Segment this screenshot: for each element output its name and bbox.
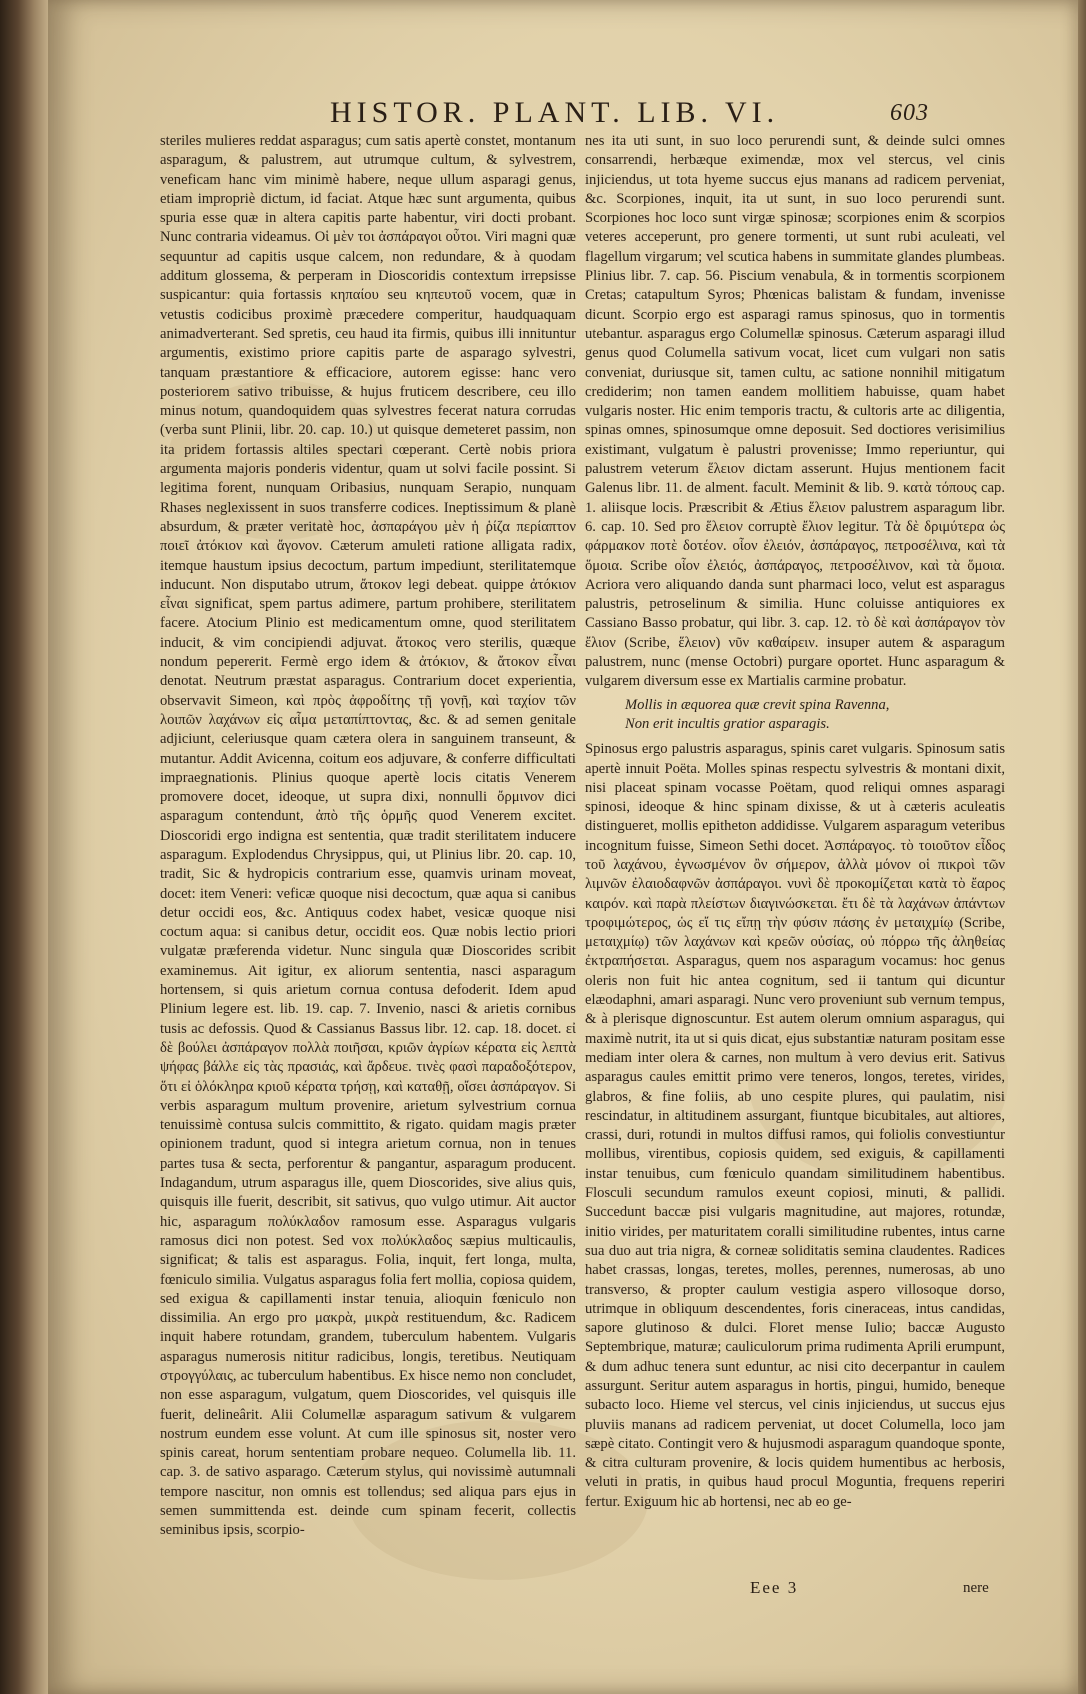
running-title: HISTOR. PLANT. LIB. VI. (330, 96, 780, 129)
left-column (160, 132, 576, 1572)
right-column (585, 132, 1005, 1572)
verse-line-2: Non erit incultis gratior asparagis. (625, 715, 830, 732)
catchword: nere (963, 1580, 989, 1596)
right-column-text-continued: Spinosus ergo palustris asparagus, spinis caret vulgaris. Spinosum satis apertè innuit Poëta. Molles spinas respectu sylvestris & montani dixit, nisi placeat spinam vocasse Poëtam, quod reliqui omnes asparagi spinosi, ideoque & hinc spinam dixisse, & ut à cæteris aculeatis distingueret, mollis epitheton addidisse. Vulgarem asparagum veteribus incognitum fuisse, Simeon Sethi docet. Ἀσπάραγος. τὸ τοιοῦτον εἶδος τοῦ λαχάνου, ἐγνωσμένον ὂν σήμερον, ἀλλὰ μόνον οἱ πικροὶ τῶν λιμνῶν ἐλαιοδαφνῶν ἀσπάραγοι. νυνὶ δὲ προκομίζεται κατὰ τὸ ἔαρος καιρόν. καὶ παρὰ πλείστων διαγινώσκεται. ἔτι δὲ τὰ λαχάνων ἁπάντων τροφιμώτερος, ὡς εἴ τις εἴπῃ τὴν φύσιν πάσης ἐν μεταιχμίῳ (Scribe, μεταιχμίῳ) τῶν λαχάνων καὶ κρεῶν οὐσίας, οὐ πόρρω τῆς ἀληθείας ἐκτραπήσεται. Asparagus, quem nos asparagum vocamus: hoc genus oleris non fuit hic antea cognitum, sed ii tantum qui dicuntur elæodaphni, amari asparagi. Nunc vero proveniunt sub vernum tempus, & à plerisque dignoscuntur. Est autem olerum omnium asparagus, qui maximè nutrit, ita ut si quis dicat, ejus substantiæ naturam positam esse mediam inter olera & carnes, non multum à vero devius erit. Sativus asparagus caules emittit primo vere teneros, longos, teretes, virides, glabros, & fine foliis, ab uno cespite plures, qui paulatim, nisi rescindatur, in altitudinem assurgant, fiuntque bicubitales, aut altiores, crassi, duri, rotundi in multos diffusi ramos, qui foliolis convestiuntur mollibus, virentibus, copiosis quidem, sed exiguis, & capillamenti instar tenuibus, cum fœniculo quandam similitudinem habentibus. Flosculi secundum ramulos exeunt copiosi, minuti, & pallidi. Succedunt baccæ pisi vulgaris magnitudine, aut majores, rotundæ, initio virides, per maturitatem coralli similitudine rubentes, intus carne sua duo aut tria nigra, & corneæ soliditatis semina claudentes. Radices habet crassas, longas, teretes, molles, perennes, numerosas, ab uno transverso, & propter caulum vestigia aspero villosoque dorso, utrimque in obliquum descendentes, foris cineraceas, intus candidas, sapore glutinoso & dulci. Floret mense Iulio; baccæ Augusto Septembrique, maturæ; cauliculorum prima rudimenta Aprili erumpunt, & dum adhuc tenera sunt eduntur, ac nisi cito decerpantur in caulem assurgunt. Seritur autem asparagus in hortis, pingui, humido, beneque subacto loco. Hieme vel stercus, vel cinis injiciendus, ut succus ejus pluviis manans ad radicem perveniat, ut docet Columella, loco jam sæpè citato. Contingit vero & hujusmodi asparagum quandoque sponte, & citra culturam provenire, & locis quidem humentibus ac herbosis, veluti in pratis, in quibus haud procul Moguntia, frequens reperiri fertur. Exiguum hic ab hortensi, nec ab eo ge- (585, 741, 1005, 1510)
verse-line-1: Mollis in æquorea quæ crevit spina Ravenna, (625, 696, 890, 713)
verse-quotation (625, 696, 1005, 735)
right-column-text: nes ita uti sunt, in suo loco perurendi sunt, & deinde sulci omnes consarrendi, herbæque eximendæ, mox vel stercus, vel cinis injiciendus, ut tota hyeme succus ejus manans ad radicem perveniat, &c. Scorpiones, inquit, ita ut sunt, in suo loco perurendi sunt. Scorpiones hoc loco sunt virgæ spinosæ; scorpiones enim & scorpios veteres acceperunt, pro genere tormenti, ut sunt rubi aculeati, vel flagellum virgarum; vel scutica habens in summitate glandes plumbeas. Plinius libr. 7. cap. 56. Piscium venabula, & in tormentis scorpionem Cretas; catapultum Syros; Phœnicas balistam & fundam, invenisse dicunt. Scorpio ergo est asparagi ramus spinosus, quo in tormentis utebantur. asparagus ergo Columellæ spinosus. Cæterum asparagi illud genus quod Columella sativum vocat, licet cum vulgari non satis conveniat, duriusque sit, tamen cultu, ac satione nonnihil mitigatum crediderim; non tamen eandem mollitiem habuisse, quam habet vulgaris noster. Hic enim temporis tractu, & cultoris arte ac diligentia, spinas omnes, spinosumque omne deposuit. Sed doctiores verisimilius existimant, vulgatum è palustri provenisse; Immo reperiuntur, qui palustrem veterum ἕλειον dictam asserunt. Hujus mentionem facit Galenus libr. 11. de alment. facult. Meminit & lib. 9. κατὰ τόπους cap. 1. aliisque locis. Præscribit & Ætius ἕλειον palustrem asparagum libr. 6. cap. 10. Sed pro ἕλειον corruptè ἔλιον legitur. Τὰ δὲ δριμύτερα ὡς φάρμακον ποτὲ δοτέον. οἷον ἐλειόν, ἀσπάραγος, πετροσέλινα, καὶ τὰ ὅμοια. Scribe οἷον ἐλειός, ἀσπάραγος, πετροσέλινον, καὶ τὰ ὅμοια. Acriora vero aliquando danda sunt pharmaci loco, velut est asparagus palustris, petroselinum & similia. Hunc coluisse antiquiores ex Cassiano Basso probatur, qui libr. 3. cap. 12. τὸ δὲ καὶ ἀσπάραγον τὸν ἔλιον (Scribe, ἕλειον) νῦν καθαίρειν. insuper autem & asparagum palustrem, nunc (mense Octobri) purgare oportet. Hunc asparagum & vulgarem diversum esse ex Martialis carmine probatur. (585, 133, 1005, 690)
page-number: 603 (890, 100, 929, 126)
left-column-text: steriles mulieres reddat asparagus; cum satis apertè constet, montanum asparagum, & palustrem, aut utrumque cultum, & sylvestrem, veneficam hanc vim minimè habere, neque ullum asparagi genus, etiam impropriè dictum, id faciat. Atque hæc sunt argumenta, quibus spuria esse quæ in altera capitis parte habentur, viri docti probant. Nunc contraria videamus. Οἱ μὲν τοι ἀσπάραγοι οὗτοι. Viri magni quæ sequuntur ad capitis usque calcem, non redundare, & à quodam additum glossema, & perperam in Dioscoridis contextum irrepsisse suspicantur: quia fortassis κηπαίου seu κηπευτοῦ vocem, quæ in vetustis codicibus proximè præcedere comperitur, haudquaquam animadverterant. Sed spretis, ceu haud ita firmis, quibus illi innituntur argumentis, existimo priore capitis parte de asparago sylvestri, tanquam præstantiore & efficaciore, autorem egisse: hanc vero posteriorem sativo tribuisse, & hujus fruticem describere, ceu illo minus notum, quandoquidem quas sylvestres fecerat natura corrudas (verba sunt Plinii, libr. 20. cap. 10.) ut quisque demeteret passim, non ita pridem fortassis altiles spectari cœperant. Certè nobis priora argumenta majoris ponderis videntur, quam ut solvi facile possint. Si legitima forent, nunquam Oribasius, nunquam Serapio, nunquam Rhases neglexissent in suos transferre codices. Ineptissimum & planè absurdum, & præter veritatè hoc, ἀσπαράγου μὲν ἡ ῥίζα περίαπτον ποιεῖ ἀτόκιον καὶ ἄγονον. Cæterum amuleti ratione alligata radix, itemque haustum ipsius decoctum, partum impediunt, sterilitatemque inducunt. Non disputabo utrum, ἄτοκον legi debeat. quippe ἀτόκιον εἶναι significat, spem partus adimere, partum prohibere, sterilitatem facere. Atocium Plinio est medicamentum omne, quod sterilitatem inducit, & vim concipiendi adjuvat. ἄτοκος vero sterilis, quæque nondum pepererit. Fermè ergo idem & ἀτόκιον, & ἄτοκον εἶναι denotat. Neutrum præstat asparagus. Contrarium docet experientia, observavit Simeon, καὶ πρὸς ἀφροδίτης τῇ γονῇ, καὶ ταχίον τῶν λοιπῶν λαχάνων εἰς αἷμα μεταπίπτοντας, &c. & ad semen genitale adjiciunt, celeriusque quam cætera olera in sanguinem transeunt, & mutantur. Addit Avicenna, coitum eos adjuvare, & conferre difficultati impraegnationis. Plinius quoque apertè locis citatis Venerem promovere docet, ideoque, ut supra dixi, nonnulli ὄρμινον dici asparagum contendunt, ἀπὸ τῆς ὁρμῆς quod Venerem excitet. Dioscoridi ergo indigna est sententia, quæ tradit sterilitatem inducere asparagum. Explodendus Chrysippus, qui, ut Plinius libr. 20. cap. 10, tradit, Sic & hydropicis contrarium esse, quamvis urinam moveat, docet: item Veneri: veficæ quoque nisi decoctum, quæ aqua si canibus detur occidi eos, &c. Antiquus codex habet, vesicæ quoque nisi coctum aqua: si canibus detur, occidit eos. Quæ nobis lectio priori vulgatæ præferenda videtur. Nunc singula quæ Dioscorides scribit examinemus. Ait igitur, ex aliorum sententia, nasci asparagum hortensem, si quis arietum cornua contusa defoderit. Idem apud Plinium legere est. lib. 19. cap. 7. Invenio, nasci & arietis cornibus tusis ac defossis. Quod & Cassianus Bassus libr. 12. cap. 18. docet. εἰ δὲ βούλει ἀσπάραγον πολλὰ ποιῆσαι, κριῶν ἀγρίων κέρατα εἰς λεπτὰ ψήφας βάλλε εἰς τὰς πρασιάς, καὶ ἄρδευε. τινὲς φασὶ παραδοξότερον, ὅτι εἰ ὁλόκληρα κριοῦ κέρατα τρήσῃ, καὶ καταθῇ, οἴσει ἀσπάραγον. Si verbis asparagum multum provenire, arietum sylvestrium cornua tenuissimè contusa sulcis committito, & rigato. quidam magis præter opinionem tradunt, quod si integra arietum cornua, non in tenues partes tusa & secta, perforentur & pangantur, asparagum producent. Indagandum, utrum asparagus ille, quem Dioscorides, sive alius quis, quisquis ille fuerit, describit, sit sativus, quo vulgo utimur. Ait auctor hic, asparagum πολύκλαδον ramosum esse. Asparagus vulgaris ramosus dici non potest. Sed vox πολύκλαδος sæpius multicaulis, significat; & talis est asparagus. Folia, inquit, fert longa, multa, fœniculo similia. Vulgatus asparagus folia fert mollia, copiosa quidem, sed exigua & capillamenti instar tenuia, alioquin fœniculo non dissimilia. An ergo pro μακρὰ, μικρὰ restituendum, &c. Radicem inquit habere rotundam, grandem, tuberculum habentem. Vulgaris asparagus numerosis nititur radicibus, longis, teretibus. Neutiquam στρογγύλαις, ac tuberculum habentibus. Ex hisce nemo non concludet, non esse asparagum, vulgatum, quem Dioscorides, vel quisquis ille fuerit, delineârit. Alii Columellæ asparagum sativum & vulgarem nostrum eundem esse volunt. At cum ille spinosus sit, noster vero spinis careat, horum sententiam probare nequeo. Columella lib. 11. cap. 3. de sativo asparago. Cæterum stylus, qui novissimè autumnali tempore nascitur, non omnis est tollendus; sed aliqua pars ejus in semen summittenda est. deinde cum spinam fecerit, collectis seminibus ipsis, scorpio- (160, 133, 576, 1539)
signature-mark: Eee 3 (750, 1578, 799, 1597)
